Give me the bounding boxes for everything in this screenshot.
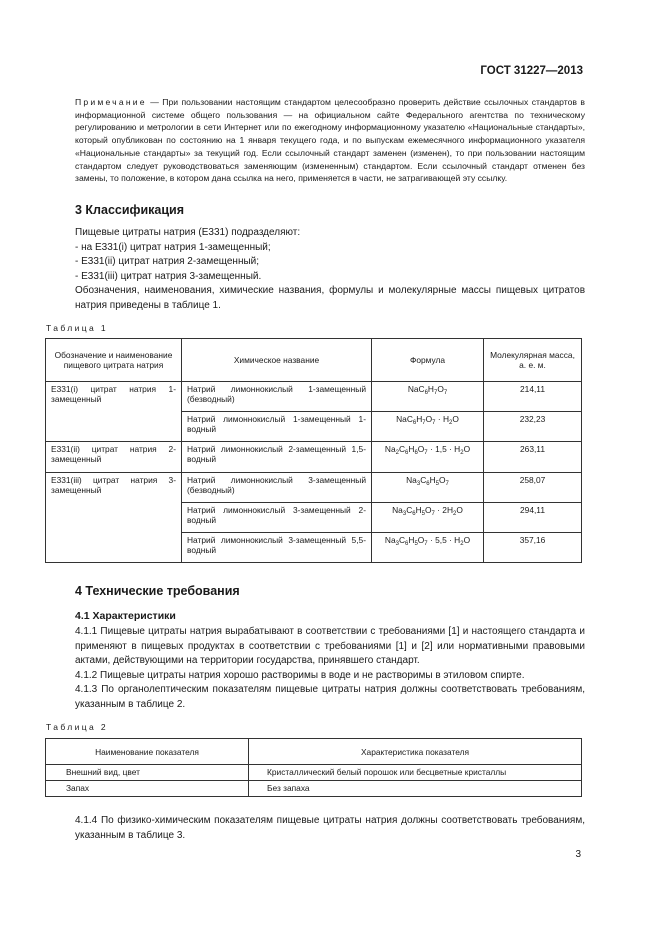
formula: $Na_3C_6H_5O_7 \cdot 5,5 \cdot H_2O$ (372, 533, 484, 563)
paragraph-4-1-3: 4.1.3 По органолептическим показателям пищевые цитраты натрия должны соответствовать требованиям, указанным в таблице 2. (75, 684, 585, 710)
section-3-heading: 3 Классификация (75, 203, 185, 217)
note-paragraph (75, 96, 585, 185)
paragraph-4-1-2: 4.1.2 Пищевые цитраты натрия хорошо растворимы в воде и не растворимы в этиловом спирте. (75, 669, 525, 681)
table-2 (45, 738, 582, 797)
table-1 (45, 338, 582, 563)
citrate-name: E331(iii) цитрат натрия 3-замещенный (46, 473, 182, 563)
chemical-name: Натрий лимоннокислый 3-замещенный 2-водный (182, 503, 372, 533)
formula: $Na_3C_6H_5O_7 \cdot 2H_2O$ (372, 503, 484, 533)
classification-intro: Пищевые цитраты натрия (E331) подразделяют: (75, 227, 301, 238)
note-text: — При пользовании настоящим стандартом целесообразно проверить действие ссылочных стандартов в информационной системе общего пользования — на официальном сайте Федерального агентства по техническому регулированию и метрологии в сети Интернет или по ежегодному информационному указателю «Национальные стандарты», который опубликован по состоянию на 1 января текущего года, и по выпускам ежемесячного информационного указателя «Национальные стандарты» за текущий год. Если ссылочный стандарт заменен (изменен), то при пользовании настоящим стандартом следует руководствоваться заменяющим (измененным) стандартом. Если ссылочный стандарт отменен без замены, то положение, в котором дана ссылка на него, применяется в части, не затрагивающей эту ссылку. (75, 97, 585, 184)
table-1-header: Химическое название (182, 339, 372, 382)
table-2-header: Наименование показателя (46, 739, 249, 765)
subsection-4-1-heading: 4.1 Характеристики (75, 610, 176, 622)
table-2-caption: Таблица 2 (46, 722, 109, 732)
molecular-mass: 357,16 (484, 533, 582, 563)
molecular-mass: 258,07 (484, 473, 582, 503)
table-row (46, 781, 582, 797)
formula: $Na_2C_6H_6O_7 \cdot 1,5 \cdot H_2O$ (372, 442, 484, 473)
section-4-heading: 4 Технические требования (75, 584, 240, 598)
table-1-header: Формула (372, 339, 484, 382)
table-1-header: Обозначение и наименование пищевого цитрата натрия (46, 339, 182, 382)
table-row (46, 473, 582, 503)
formula: $NaC_6H_7O_7 \cdot H_2O$ (372, 412, 484, 442)
indicator-name: Внешний вид, цвет (46, 765, 249, 781)
table-row (46, 765, 582, 781)
indicator-name: Запах (46, 781, 249, 797)
classification-item: - E331(ii) цитрат натрия 2-замещенный; (75, 256, 260, 267)
table-row (46, 442, 582, 473)
chemical-name: Натрий лимоннокислый 2-замещенный 1,5-водный (182, 442, 372, 473)
indicator-value: Кристаллический белый порошок или бесцветные кристаллы (249, 765, 582, 781)
page-number: 3 (575, 849, 581, 860)
molecular-mass: 294,11 (484, 503, 582, 533)
molecular-mass: 214,11 (484, 382, 582, 412)
formula: $Na_3C_6H_5O_7$ (372, 473, 484, 503)
citrate-name: E331(ii) цитрат натрия 2-замещенный (46, 442, 182, 473)
note-label: Примечание (75, 97, 147, 107)
table-1-caption: Таблица 1 (46, 323, 109, 333)
indicator-value: Без запаха (249, 781, 582, 797)
formula: $NaC_6H_7O_7$ (372, 382, 484, 412)
classification-item: - E331(iii) цитрат натрия 3-замещенный. (75, 270, 262, 282)
paragraph-4-1-4 (75, 814, 585, 843)
chemical-name: Натрий лимоннокислый 1-замещенный (безводный) (182, 382, 372, 412)
molecular-mass: 232,23 (484, 412, 582, 442)
molecular-mass: 263,11 (484, 442, 582, 473)
table-row (46, 382, 582, 412)
chemical-name: Натрий лимоннокислый 3-замещенный (безводный) (182, 473, 372, 503)
table-2-header: Характеристика показателя (249, 739, 582, 765)
section-4-body (75, 625, 585, 712)
document-id: ГОСТ 31227—2013 (480, 65, 583, 77)
section-3-body (75, 226, 585, 313)
citrate-name: E331(i) цитрат натрия 1-замещенный (46, 382, 182, 442)
table-1-header: Молекулярная масса, а. е. м. (484, 339, 582, 382)
paragraph-4-1-1: 4.1.1 Пищевые цитраты натрия вырабатывают в соответствии с требованиями [1] и настоящего стандарта и применяют в пищевых продуктах в соответствии с требованиями [1] и [2] или нормативными правовыми актами, действующими на территории государства, принявшего стандарт. (75, 626, 585, 666)
classification-paragraph: Обозначения, наименования, химические названия, формулы и молекулярные массы пищевых цитратов натрия приведены в таблице 1. (75, 285, 585, 311)
paragraph-4-1-4-text: 4.1.4 По физико-химическим показателям пищевые цитраты натрия должны соответствовать требованиям, указанным в таблице 3. (75, 815, 585, 841)
chemical-name: Натрий лимоннокислый 3-замещенный 5,5-водный (182, 533, 372, 563)
classification-item: - на E331(i) цитрат натрия 1-замещенный; (75, 241, 271, 253)
chemical-name: Натрий лимоннокислый 1-замещенный 1-водный (182, 412, 372, 442)
